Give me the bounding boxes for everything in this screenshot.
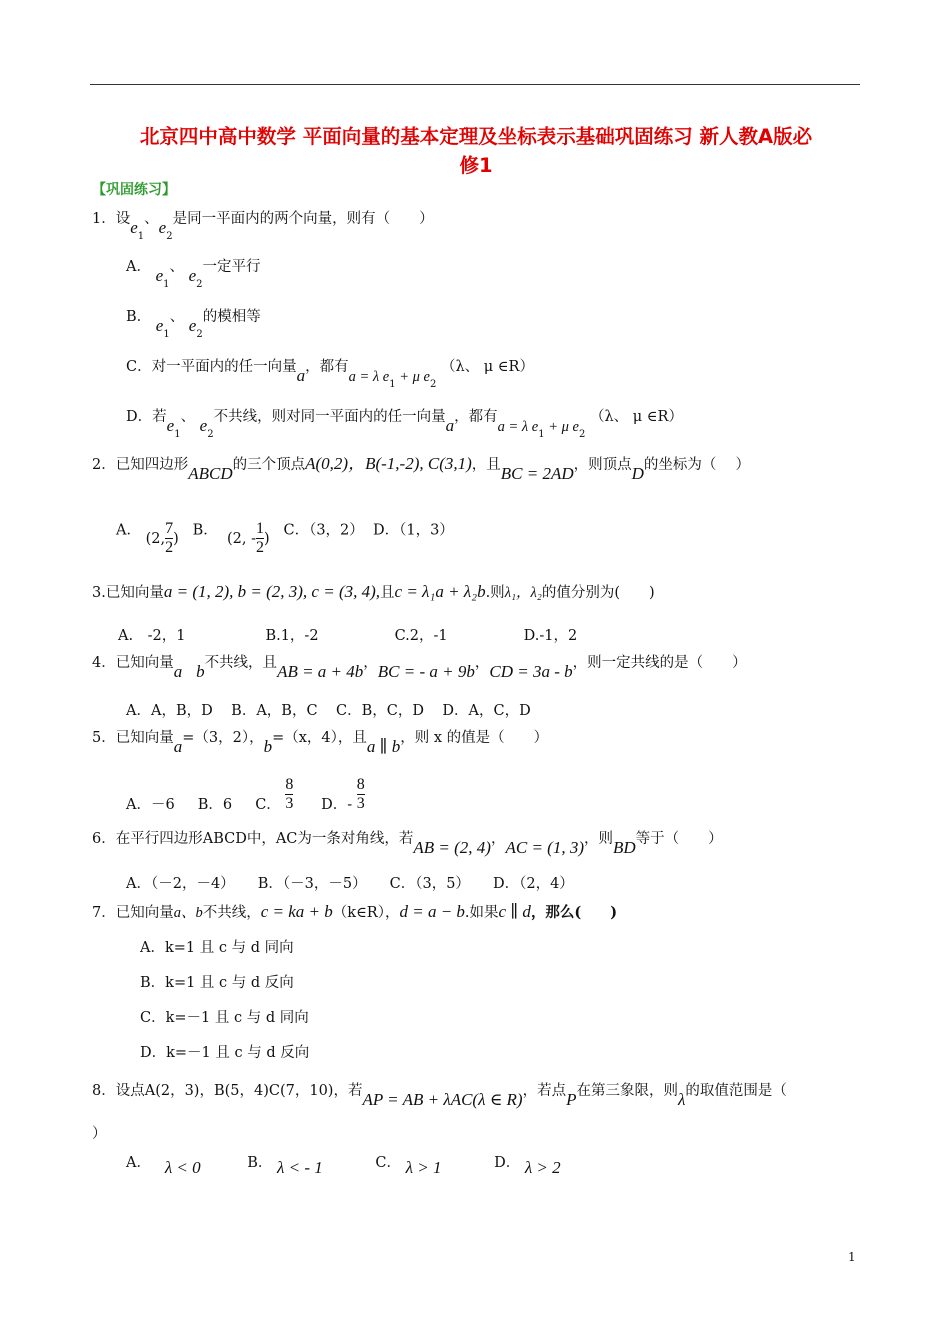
question-1-option-c: C．对一平面内的任一向量a，都有a = λ $e_1 + \mu$ $e_2$ （λ、 μ ∈R） xyxy=(126,359,534,390)
question-1-option-b: B． $e_1$、 $e_2$的模相等 xyxy=(126,309,261,340)
question-5-options: A．－6 B．6 C． $\frac{8}{3}$ D．- $\frac{8}{3}$ xyxy=(126,776,365,813)
page-title xyxy=(92,122,860,180)
question-2-options: A． (2, $\frac{7}{2}$ ) B． (2, - $\frac{1}{2}$ ) C．（3，2） D．（1，3） xyxy=(116,520,454,556)
question-1-option-a: A． $e_1$、 $e_2$一定平行 xyxy=(126,259,261,290)
question-7-stem: 7．已知向量a、b不共线，c = ka + b（k∈R），d = a − b.如果c ∥ d，那么( ) xyxy=(92,902,618,921)
question-8-stem: 8．设点A(2，3)，B(5，4)C(7，10)，若AP = AB + λAC(λ ∈ R)，若点P在第三象限，则λ的取值范围是（ xyxy=(92,1083,787,1109)
question-6-options: A．（－2，－4） B．（－3，－5） C．（3，5） D．（2，4） xyxy=(126,876,574,892)
question-7-option-a: A．k=1 且 c 与 d 同向 xyxy=(140,940,294,956)
question-8-close-paren: ） xyxy=(92,1126,107,1142)
header-rule xyxy=(90,84,860,85)
question-8-options: A． λ < 0 B． λ < - 1 C． λ > 1 D． λ > 2 xyxy=(126,1155,561,1177)
page-number: 1 xyxy=(848,1250,856,1264)
title-line-2: 修1 xyxy=(459,154,493,177)
question-4-stem: 4．已知向量a b不共线，且AB = a + 4b，BC = - a + 9b，CD = 3a - b，则一定共线的是（ ） xyxy=(92,655,747,681)
question-3-stem: 3.已知向量a = (1, 2), b = (2, 3), c = (3, 4),且c = λ₁a + λ₂b.则λ₁，λ₂的值分别为( ) xyxy=(92,582,655,601)
question-3-options: A. -2，1 B.1，-2 C.2，-1 D.-1，2 xyxy=(118,628,578,644)
question-7-option-b: B．k=1 且 c 与 d 反向 xyxy=(140,975,294,991)
question-1-option-d: D．若$e_1$、 $e_2$不共线，则对同一平面内的任一向量a，都有a = λ $e_1 + \mu$ $e_2$ （λ、 μ ∈R） xyxy=(126,409,683,440)
question-6-stem: 6．在平行四边形ABCD中，AC为一条对角线，若AB = (2, 4)，AC = (1, 3)，则BD等于（ ） xyxy=(92,831,723,857)
section-heading: 【巩固练习】 xyxy=(92,182,176,198)
question-1-stem: 1．设$e_1$、$e_2$是同一平面内的两个向量，则有（ ） xyxy=(92,211,434,242)
question-7-option-c: C．k=－1 且 c 与 d 同向 xyxy=(140,1010,309,1026)
question-5-stem: 5．已知向量a=（3，2），b=（x，4），且a ∥ b，则 x 的值是（ ） xyxy=(92,730,549,756)
question-7-option-d: D．k=－1 且 c 与 d 反向 xyxy=(140,1045,310,1061)
title-line-1: 北京四中高中数学 平面向量的基本定理及坐标表示基础巩固练习 新人教A版必 xyxy=(139,125,813,148)
question-2-stem: 2．已知四边形ABCD的三个顶点A(0,2)，B(-1,-2), C(3,1)，且BC = 2AD，则顶点D的坐标为（ ） xyxy=(92,454,751,483)
question-4-options: A．A，B，D B．A，B，C C．B，C，D D．A，C，D xyxy=(126,703,531,719)
